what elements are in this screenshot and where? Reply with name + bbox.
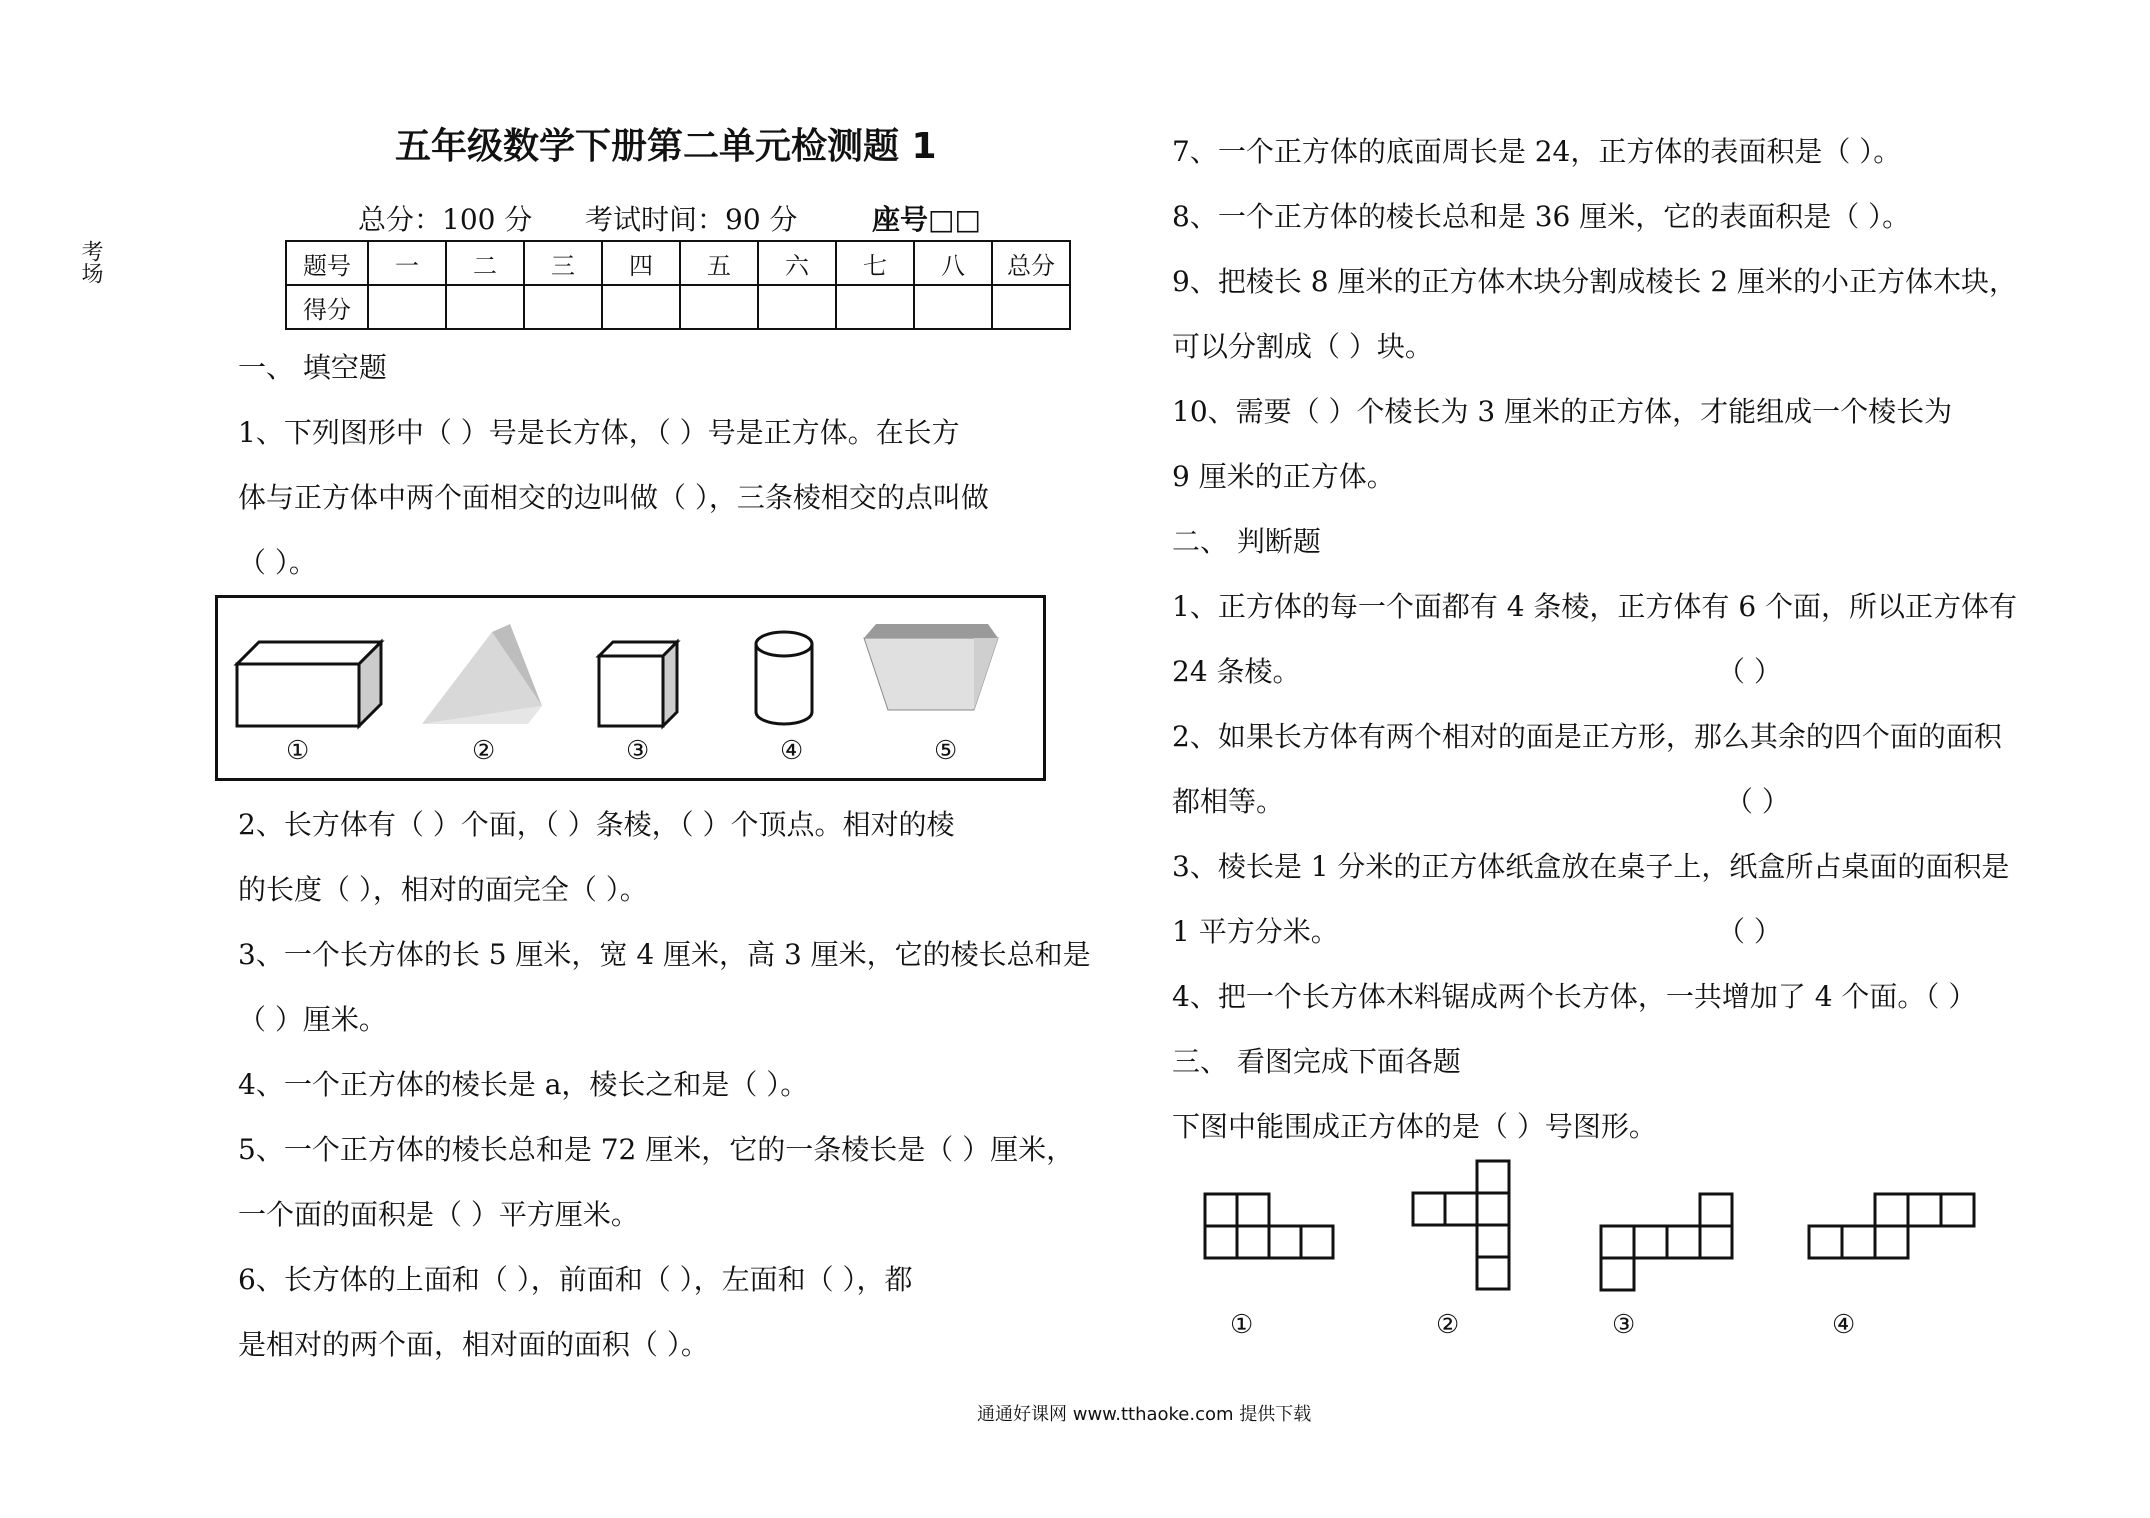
shape-label: ① bbox=[286, 736, 310, 766]
triangular-prism-shape bbox=[420, 618, 545, 728]
net-label: ③ bbox=[1612, 1310, 1636, 1340]
score-cell[interactable] bbox=[836, 285, 914, 329]
question-line: 都相等。 bbox=[1172, 785, 1285, 818]
score-cell[interactable] bbox=[992, 285, 1070, 329]
answer-bracket[interactable]: （ ） bbox=[1717, 915, 1782, 948]
question-line: 9、把棱长 8 厘米的正方体木块分割成棱长 2 厘米的小正方体木块， bbox=[1172, 265, 2018, 298]
net-label: ④ bbox=[1832, 1310, 1856, 1340]
cube-net-4 bbox=[1808, 1193, 1978, 1259]
question-line: 4、把一个长方体木料锯成两个长方体，一共增加了 4 个面。（ ） bbox=[1172, 980, 1977, 1013]
score-table-header: 题号 bbox=[286, 241, 368, 285]
total-score: 总分：100 分 bbox=[358, 203, 533, 236]
question-line: 6、长方体的上面和（ ），前面和（ ），左面和（ ），都 bbox=[238, 1263, 913, 1296]
score-row-label: 得分 bbox=[286, 285, 368, 329]
question-line: 2、如果长方体有两个相对的面是正方形，那么其余的四个面的面积 bbox=[1172, 720, 2002, 753]
score-table-header: 总分 bbox=[992, 241, 1070, 285]
cube-shape bbox=[597, 640, 682, 730]
score-table-header: 三 bbox=[524, 241, 602, 285]
question-line: 1 平方分米。 bbox=[1172, 915, 1339, 948]
score-table-header: 二 bbox=[446, 241, 524, 285]
question-line: 下图中能围成正方体的是（ ）号图形。 bbox=[1172, 1110, 1657, 1143]
frustum-shape bbox=[862, 622, 1002, 714]
shape-label: ④ bbox=[780, 736, 804, 766]
score-cell[interactable] bbox=[680, 285, 758, 329]
question-line: 2、长方体有（ ）个面，（ ）条棱，（ ）个顶点。相对的棱 bbox=[238, 808, 955, 841]
question-line: 5、一个正方体的棱长总和是 72 厘米，它的一条棱长是（ ）厘米， bbox=[238, 1133, 1075, 1166]
question-line: 1、下列图形中（ ）号是长方体，（ ）号是正方体。在长方 bbox=[238, 416, 960, 449]
question-line: （ ）。 bbox=[238, 546, 317, 579]
shape-label: ② bbox=[472, 736, 496, 766]
score-cell[interactable] bbox=[368, 285, 446, 329]
question-line: （ ）厘米。 bbox=[238, 1003, 387, 1036]
question-line: 8、一个正方体的棱长总和是 36 厘米，它的表面积是（ ）。 bbox=[1172, 200, 1911, 233]
score-table bbox=[285, 240, 1071, 330]
seat-number: 座号□□ bbox=[872, 203, 981, 236]
score-table-header: 一 bbox=[368, 241, 446, 285]
side-label: 考场 bbox=[78, 240, 103, 284]
question-line: 7、一个正方体的底面周长是 24，正方体的表面积是（ ）。 bbox=[1172, 135, 1902, 168]
question-line: 是相对的两个面，相对面的面积（ ）。 bbox=[238, 1328, 709, 1361]
question-line: 10、需要（ ）个棱长为 3 厘米的正方体，才能组成一个棱长为 bbox=[1172, 395, 1953, 428]
score-table-header: 五 bbox=[680, 241, 758, 285]
shape-label: ⑤ bbox=[934, 736, 958, 766]
exam-time: 考试时间：90 分 bbox=[585, 203, 798, 236]
shape-label: ③ bbox=[626, 736, 650, 766]
score-cell[interactable] bbox=[524, 285, 602, 329]
answer-bracket[interactable]: （ ） bbox=[1717, 655, 1782, 688]
question-line: 3、一个长方体的长 5 厘米，宽 4 厘米，高 3 厘米，它的棱长总和是 bbox=[238, 938, 1091, 971]
score-table-header: 六 bbox=[758, 241, 836, 285]
question-line: 一个面的面积是（ ）平方厘米。 bbox=[238, 1198, 639, 1231]
cube-net-2 bbox=[1412, 1160, 1512, 1290]
question-line: 9 厘米的正方体。 bbox=[1172, 460, 1395, 493]
net-label: ① bbox=[1230, 1310, 1254, 1340]
question-line: 24 条棱。 bbox=[1172, 655, 1301, 688]
score-table-score-row bbox=[286, 285, 1070, 329]
score-cell[interactable] bbox=[446, 285, 524, 329]
score-table-header-row bbox=[286, 241, 1070, 285]
score-cell[interactable] bbox=[758, 285, 836, 329]
net-label: ② bbox=[1436, 1310, 1460, 1340]
score-cell[interactable] bbox=[914, 285, 992, 329]
section-heading: 二、 判断题 bbox=[1172, 525, 1321, 558]
cuboid-shape bbox=[235, 640, 385, 730]
question-line: 体与正方体中两个面相交的边叫做（ ），三条棱相交的点叫做 bbox=[238, 481, 989, 514]
page-footer: 通通好课网 www.tthaoke.com 提供下载 bbox=[977, 1404, 1312, 1425]
question-line: 可以分割成（ ）块。 bbox=[1172, 330, 1433, 363]
cylinder-shape bbox=[752, 628, 816, 728]
question-line: 4、一个正方体的棱长是 a，棱长之和是（ ）。 bbox=[238, 1068, 809, 1101]
section-heading: 一、 填空题 bbox=[238, 351, 387, 384]
score-table-header: 七 bbox=[836, 241, 914, 285]
score-table-header: 四 bbox=[602, 241, 680, 285]
answer-bracket[interactable]: （ ） bbox=[1725, 785, 1790, 818]
question-line: 3、棱长是 1 分米的正方体纸盒放在桌子上，纸盒所占桌面的面积是 bbox=[1172, 850, 2010, 883]
question-line: 的长度（ ），相对的面完全（ ）。 bbox=[238, 873, 648, 906]
cube-net-3 bbox=[1600, 1193, 1735, 1293]
cube-net-1 bbox=[1204, 1193, 1336, 1259]
section-heading: 三、 看图完成下面各题 bbox=[1172, 1045, 1461, 1078]
score-cell[interactable] bbox=[602, 285, 680, 329]
question-line: 1、正方体的每一个面都有 4 条棱，正方体有 6 个面，所以正方体有 bbox=[1172, 590, 2018, 623]
score-table-header: 八 bbox=[914, 241, 992, 285]
page-title: 五年级数学下册第二单元检测题 1 bbox=[395, 126, 937, 167]
